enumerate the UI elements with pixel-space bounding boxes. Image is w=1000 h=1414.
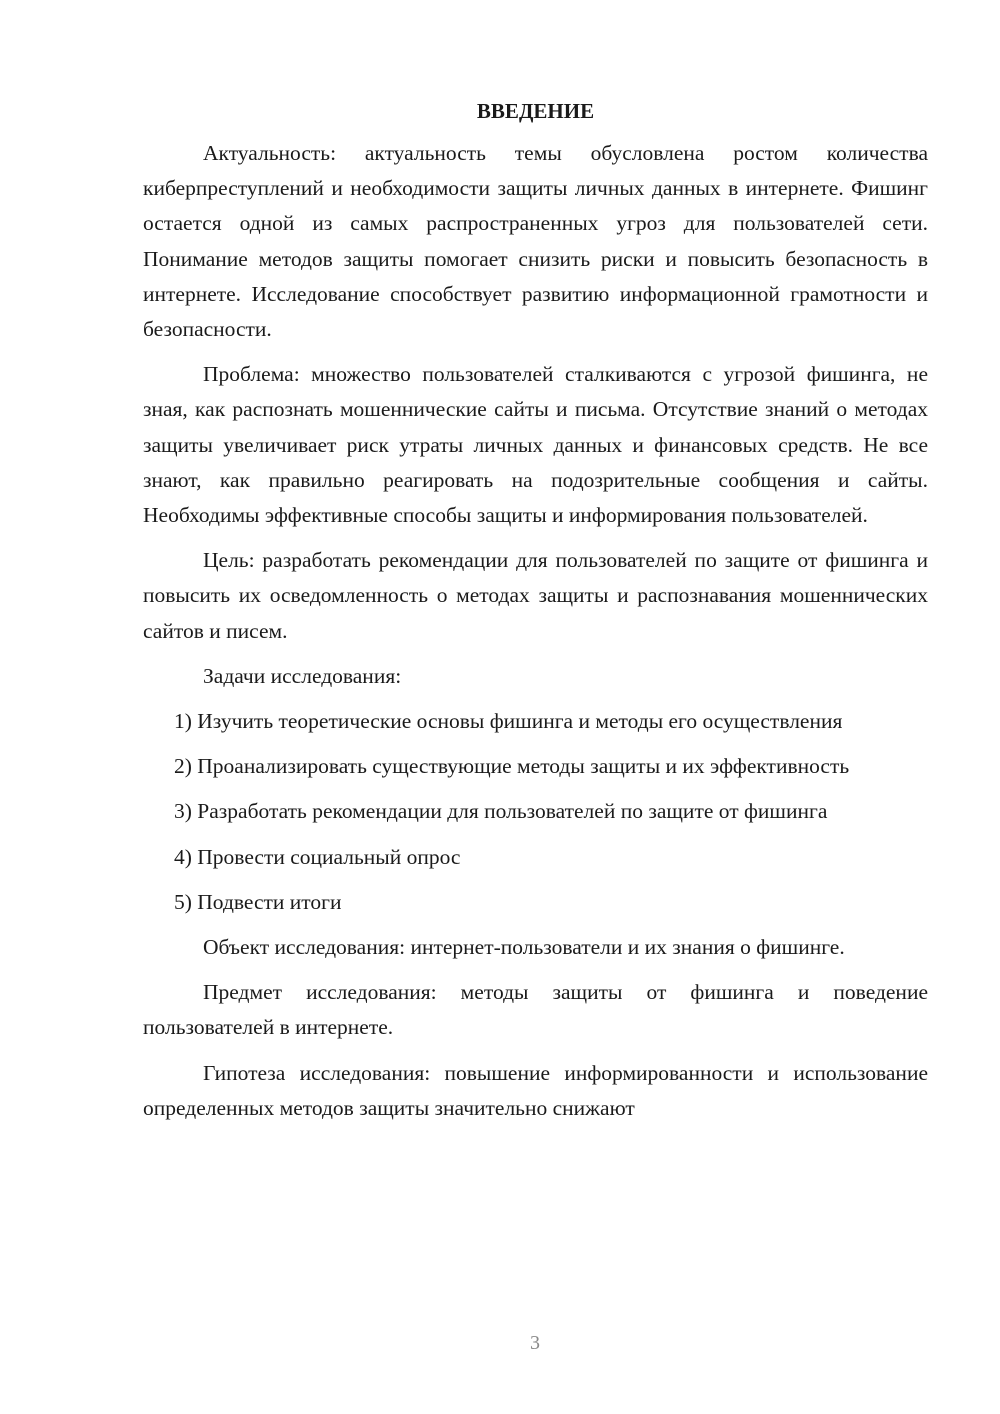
paragraph-goal: Цель: разработать рекомендации для пользователей по защите от фишинга и повысить их осведомленность о методах защиты и распознавания мошеннических сайтов и писем.: [143, 548, 928, 643]
paragraph-problem: Проблема: множество пользователей сталкиваются с угрозой фишинга, не зная, как распознать мошеннические сайты и письма. Отсутствие знаний о методах защиты увеличивает риск утраты личных данных и финансовых средств. Не все знают, как правильно реагировать на подозрительные сообщения и сайты. Необходимы эффективные способы защиты и информирования пользователей.: [143, 362, 928, 528]
page-number: 3: [530, 1332, 540, 1354]
task-item-5: 5) Подвести итоги: [174, 889, 342, 914]
paragraph-hypothesis: Гипотеза исследования: повышение информированности и использование определенных методов защиты значительно снижают: [143, 1060, 928, 1120]
tasks-heading: Задачи исследования:: [203, 663, 402, 688]
task-item-3: 3) Разработать рекомендации для пользователей по защите от фишинга: [174, 799, 828, 824]
paragraph-relevance: Актуальность: актуальность темы обусловлена ростом количества киберпреступлений и необходимости защиты личных данных в интернете. Фишинг остается одной из самых распространенных угроз для пользователей сети. Понимание методов защиты помогает снизить риски и повысить безопасность в интернете. Исследование способствует развитию информационной грамотности и безопасности.: [143, 141, 928, 342]
task-item-1: 1) Изучить теоретические основы фишинга и методы его осуществления: [174, 709, 843, 734]
task-item-2: 2) Проанализировать существующие методы защиты и их эффективность: [174, 754, 850, 779]
page-title: ВВЕДЕНИЕ: [476, 99, 595, 123]
page-content: [143, 96, 928, 1136]
paragraph-object: Объект исследования: интернет-пользователи и их знания о фишинге.: [203, 935, 845, 960]
task-item-4: 4) Провести социальный опрос: [174, 844, 461, 869]
paragraph-subject: Предмет исследования: методы защиты от фишинга и поведение пользователей в интернете.: [143, 980, 928, 1040]
